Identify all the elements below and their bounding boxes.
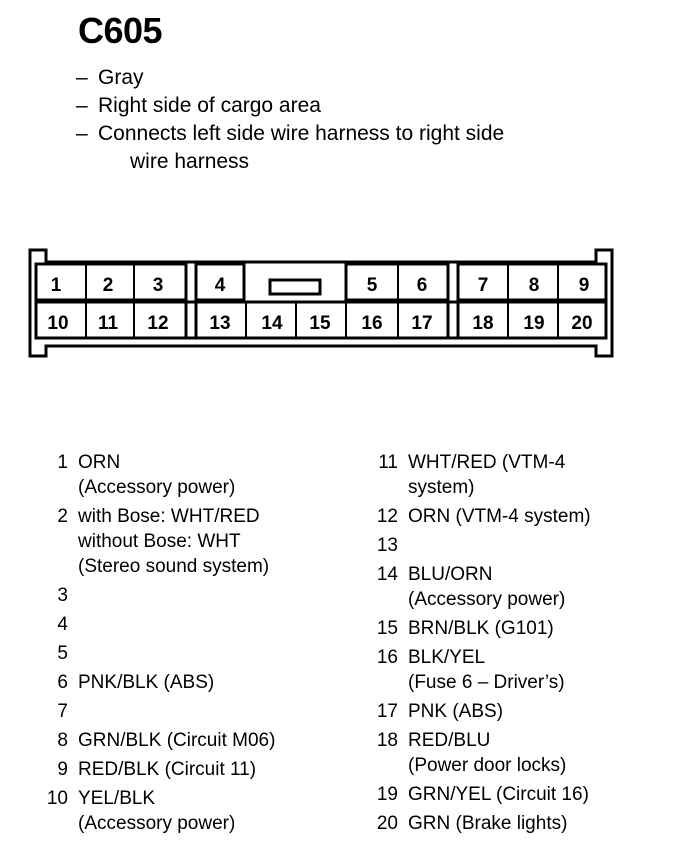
description-line: – Connects left side wire harness to right side	[76, 122, 505, 145]
pin-description: (Fuse 6 – Driver’s)	[408, 672, 565, 693]
pin-number: 4	[57, 614, 68, 635]
cavity-number: 11	[97, 313, 119, 334]
pin-number: 2	[57, 506, 68, 527]
description-line: – Right side of cargo area	[76, 94, 321, 117]
cavity-number: 3	[152, 275, 164, 296]
pin-entry	[360, 728, 680, 778]
connector-face-diagram	[0, 0, 688, 400]
cavity-number: 15	[309, 313, 331, 334]
pin-number: 7	[57, 701, 68, 722]
pin-list-left	[30, 450, 350, 840]
pin-number: 18	[376, 730, 398, 751]
pin-entry	[360, 504, 680, 529]
pin-description: (Power door locks)	[408, 755, 567, 776]
pin-description: BLU/ORN	[408, 564, 493, 585]
description-line: wire harness	[130, 150, 250, 173]
pin-entry	[30, 670, 350, 695]
pin-number: 8	[57, 730, 68, 751]
pin-number: 20	[376, 813, 398, 834]
pin-description: RED/BLK (Circuit 11)	[78, 759, 257, 780]
pin-description: GRN/YEL (Circuit 16)	[408, 784, 589, 805]
cavity-number: 18	[472, 313, 494, 334]
pin-description: (Stereo sound system)	[78, 556, 270, 577]
pin-description: ORN (VTM-4 system)	[408, 506, 591, 527]
pin-number: 15	[376, 618, 398, 639]
description-line: – Gray	[76, 66, 144, 89]
pin-description: (Accessory power)	[78, 813, 236, 834]
pin-entry	[30, 728, 350, 753]
pin-number: 6	[57, 672, 68, 693]
cavity-number: 19	[523, 313, 545, 334]
pin-entry	[360, 562, 680, 612]
pin-list-right	[360, 450, 680, 840]
pin-description: system)	[408, 477, 475, 498]
cavity-number: 16	[361, 313, 383, 334]
pin-entry	[30, 786, 350, 836]
pin-entry	[30, 641, 350, 670]
pin-number: 1	[57, 452, 68, 473]
cavity-number: 17	[411, 313, 433, 334]
cavity-number: 12	[147, 313, 169, 334]
pin-number: 13	[376, 535, 398, 556]
pin-number: 16	[376, 647, 398, 668]
pin-description: PNK (ABS)	[408, 701, 504, 722]
pin-number: 5	[57, 643, 68, 664]
pin-description: PNK/BLK (ABS)	[78, 672, 215, 693]
cavity-number: 6	[416, 275, 428, 296]
pin-number: 3	[57, 585, 68, 606]
pin-number: 12	[376, 506, 398, 527]
pin-description: (Accessory power)	[78, 477, 236, 498]
cavity-number: 20	[571, 313, 593, 334]
pin-entry	[360, 450, 680, 500]
cavity-number: 9	[578, 275, 590, 296]
cavity-number: 1	[50, 275, 62, 296]
pin-entry	[30, 504, 350, 579]
pin-entry	[360, 699, 680, 724]
pin-number: 9	[57, 759, 68, 780]
pin-entry	[360, 645, 680, 695]
pin-number: 19	[376, 784, 398, 805]
pin-description: with Bose: WHT/RED	[78, 506, 260, 527]
pin-number: 11	[378, 452, 398, 473]
pin-entry	[30, 583, 350, 612]
connector-title: C605	[78, 10, 163, 51]
pin-description: BLK/YEL	[408, 647, 486, 668]
pin-description: (Accessory power)	[408, 589, 566, 610]
pin-description: BRN/BLK (G101)	[408, 618, 554, 639]
cavity-number: 2	[102, 275, 114, 296]
pin-description: without Bose: WHT	[78, 531, 241, 552]
pin-entry	[30, 757, 350, 782]
pin-number: 10	[46, 788, 68, 809]
cavity-number: 7	[477, 275, 489, 296]
cavity-number: 8	[528, 275, 540, 296]
pin-description: ORN	[78, 452, 121, 473]
pin-description: RED/BLU	[408, 730, 491, 751]
pin-number: 14	[376, 564, 398, 585]
pin-entry	[30, 450, 350, 500]
pin-entry	[360, 616, 680, 641]
pin-entry	[30, 612, 350, 641]
cavity-number: 13	[209, 313, 231, 334]
pin-number: 17	[376, 701, 398, 722]
cavity-number: 4	[214, 275, 226, 296]
cavity-number: 5	[366, 275, 378, 296]
connector-key	[270, 280, 320, 294]
pin-description: GRN (Brake lights)	[408, 813, 568, 834]
pin-entry	[30, 699, 350, 728]
pin-entry	[360, 811, 680, 836]
cavity-number: 10	[47, 313, 69, 334]
pin-description: WHT/RED (VTM-4	[408, 452, 566, 473]
pin-description: YEL/BLK	[78, 788, 156, 809]
pin-description: GRN/BLK (Circuit M06)	[78, 730, 276, 751]
cavity-number: 14	[261, 313, 283, 334]
pin-entry	[360, 533, 680, 558]
pin-entry	[360, 782, 680, 807]
